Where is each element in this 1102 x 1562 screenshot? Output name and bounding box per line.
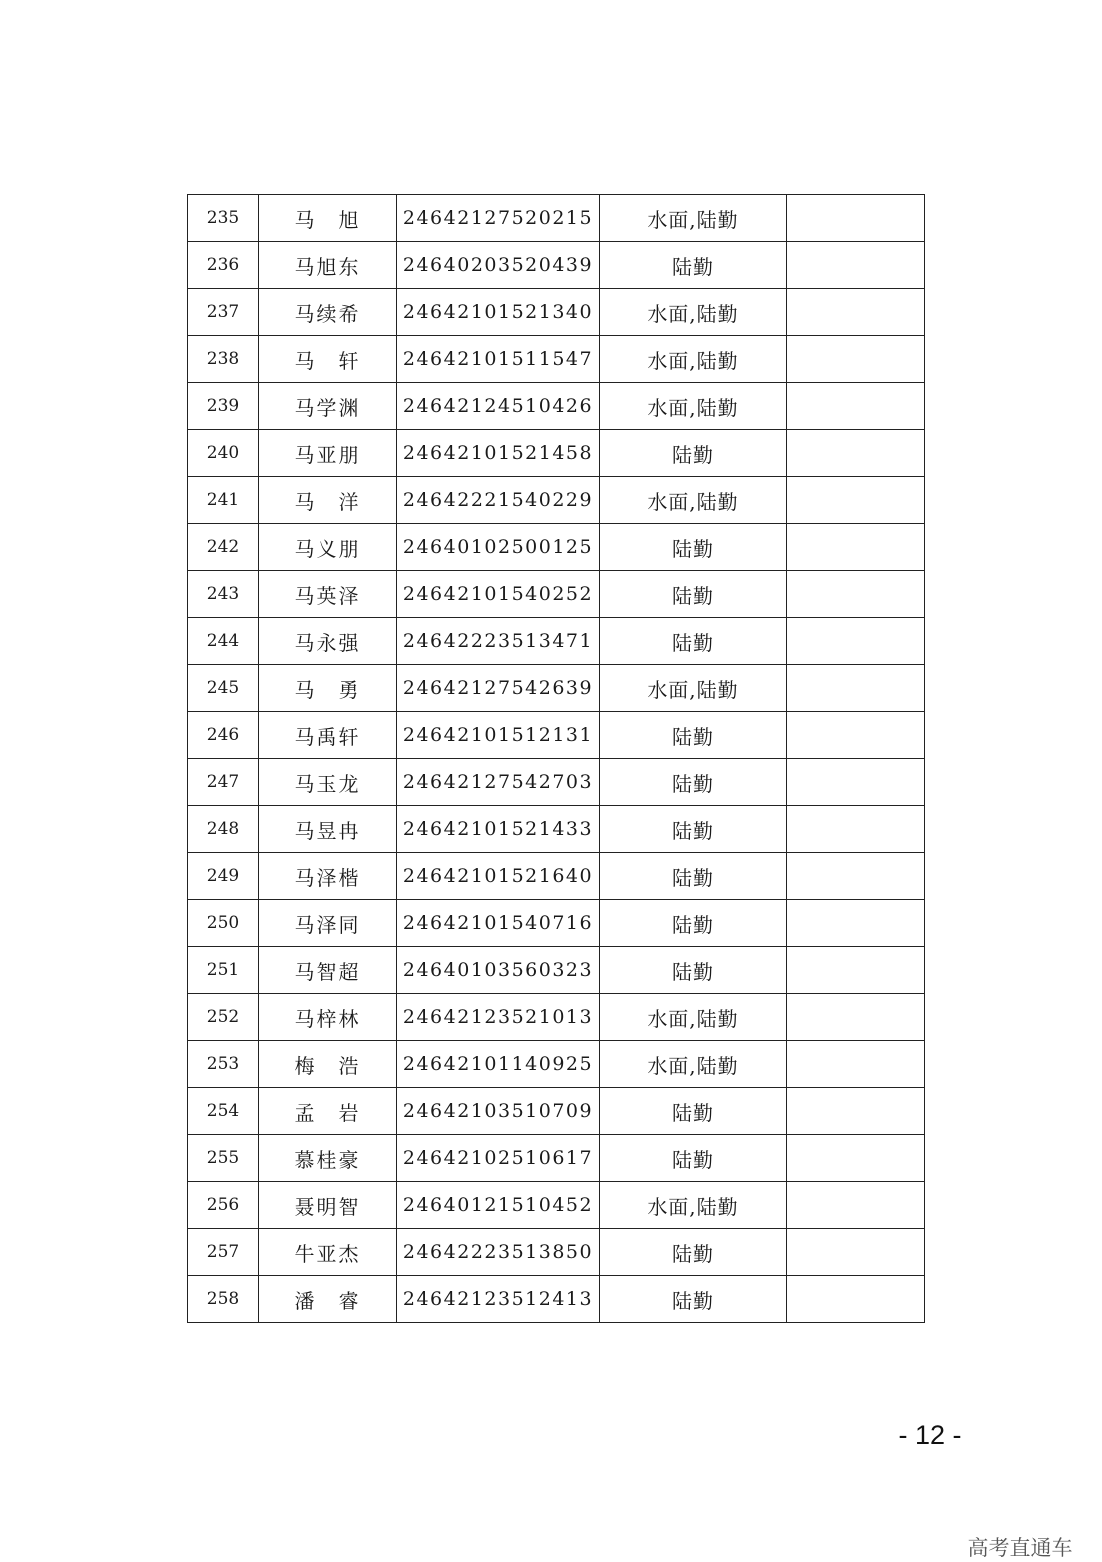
exam-id-cell: 24642123512413	[397, 1276, 600, 1323]
table-row	[188, 1135, 925, 1182]
table-row	[188, 571, 925, 618]
note-cell	[787, 1088, 925, 1135]
note-cell	[787, 289, 925, 336]
exam-id-cell: 24642101140925	[397, 1041, 600, 1088]
note-cell	[787, 994, 925, 1041]
category-cell: 陆勤	[600, 900, 787, 947]
row-number-cell: 245	[188, 665, 259, 712]
category-cell: 陆勤	[600, 1135, 787, 1182]
category-cell: 陆勤	[600, 1276, 787, 1323]
category-cell: 水面,陆勤	[600, 994, 787, 1041]
row-number-cell: 246	[188, 712, 259, 759]
row-number-cell: 243	[188, 571, 259, 618]
category-cell: 陆勤	[600, 1229, 787, 1276]
exam-id-cell: 24642101511547	[397, 336, 600, 383]
name-cell: 马义朋	[259, 524, 397, 571]
exam-id-cell: 24642101512131	[397, 712, 600, 759]
exam-id-cell: 24642127520215	[397, 195, 600, 242]
category-cell: 水面,陆勤	[600, 195, 787, 242]
name-cell: 马 洋	[259, 477, 397, 524]
roster-body	[188, 195, 925, 1323]
row-number-cell: 237	[188, 289, 259, 336]
category-cell: 水面,陆勤	[600, 336, 787, 383]
watermark: 高考直通车	[967, 1536, 1073, 1560]
row-number-cell: 244	[188, 618, 259, 665]
exam-id-cell: 24640103560323	[397, 947, 600, 994]
exam-id-cell: 24642223513471	[397, 618, 600, 665]
category-cell: 陆勤	[600, 853, 787, 900]
page-number: - 12 -	[898, 1420, 962, 1450]
category-cell: 水面,陆勤	[600, 665, 787, 712]
name-cell: 马泽楷	[259, 853, 397, 900]
note-cell	[787, 524, 925, 571]
note-cell	[787, 618, 925, 665]
note-cell	[787, 383, 925, 430]
table-row	[188, 618, 925, 665]
name-cell: 马玉龙	[259, 759, 397, 806]
name-cell: 马永强	[259, 618, 397, 665]
exam-id-cell: 24642123521013	[397, 994, 600, 1041]
exam-id-cell: 24642101540716	[397, 900, 600, 947]
row-number-cell: 254	[188, 1088, 259, 1135]
category-cell: 水面,陆勤	[600, 1041, 787, 1088]
name-cell: 潘 睿	[259, 1276, 397, 1323]
name-cell: 牛亚杰	[259, 1229, 397, 1276]
table-row	[188, 900, 925, 947]
note-cell	[787, 1276, 925, 1323]
exam-id-cell: 24642101521433	[397, 806, 600, 853]
name-cell: 马智超	[259, 947, 397, 994]
exam-id-cell: 24642223513850	[397, 1229, 600, 1276]
category-cell: 水面,陆勤	[600, 383, 787, 430]
name-cell: 马泽同	[259, 900, 397, 947]
row-number-cell: 236	[188, 242, 259, 289]
category-cell: 陆勤	[600, 618, 787, 665]
row-number-cell: 247	[188, 759, 259, 806]
row-number-cell: 250	[188, 900, 259, 947]
note-cell	[787, 712, 925, 759]
name-cell: 马昱冉	[259, 806, 397, 853]
note-cell	[787, 430, 925, 477]
name-cell: 马续希	[259, 289, 397, 336]
row-number-cell: 252	[188, 994, 259, 1041]
table-row	[188, 383, 925, 430]
row-number-cell: 238	[188, 336, 259, 383]
category-cell: 陆勤	[600, 759, 787, 806]
name-cell: 慕桂豪	[259, 1135, 397, 1182]
name-cell: 梅 浩	[259, 1041, 397, 1088]
name-cell: 马梓林	[259, 994, 397, 1041]
roster-table	[187, 194, 925, 1323]
table-row	[188, 994, 925, 1041]
exam-id-cell: 24642124510426	[397, 383, 600, 430]
category-cell: 水面,陆勤	[600, 1182, 787, 1229]
note-cell	[787, 1229, 925, 1276]
category-cell: 陆勤	[600, 1088, 787, 1135]
table-row	[188, 759, 925, 806]
table-row	[188, 195, 925, 242]
row-number-cell: 256	[188, 1182, 259, 1229]
row-number-cell: 242	[188, 524, 259, 571]
exam-id-cell: 24642127542703	[397, 759, 600, 806]
name-cell: 马 轩	[259, 336, 397, 383]
table-row	[188, 1182, 925, 1229]
name-cell: 马学渊	[259, 383, 397, 430]
category-cell: 水面,陆勤	[600, 289, 787, 336]
note-cell	[787, 571, 925, 618]
table-row	[188, 336, 925, 383]
table-row	[188, 1041, 925, 1088]
category-cell: 陆勤	[600, 524, 787, 571]
note-cell	[787, 853, 925, 900]
note-cell	[787, 900, 925, 947]
exam-id-cell: 24640102500125	[397, 524, 600, 571]
table-row	[188, 712, 925, 759]
row-number-cell: 251	[188, 947, 259, 994]
table-row	[188, 806, 925, 853]
category-cell: 陆勤	[600, 712, 787, 759]
row-number-cell: 235	[188, 195, 259, 242]
row-number-cell: 239	[188, 383, 259, 430]
table-row	[188, 524, 925, 571]
table-row	[188, 853, 925, 900]
note-cell	[787, 242, 925, 289]
row-number-cell: 241	[188, 477, 259, 524]
note-cell	[787, 195, 925, 242]
name-cell: 孟 岩	[259, 1088, 397, 1135]
table-row	[188, 947, 925, 994]
exam-id-cell: 24642221540229	[397, 477, 600, 524]
exam-id-cell: 24642101521340	[397, 289, 600, 336]
name-cell: 聂明智	[259, 1182, 397, 1229]
name-cell: 马亚朋	[259, 430, 397, 477]
row-number-cell: 240	[188, 430, 259, 477]
note-cell	[787, 947, 925, 994]
row-number-cell: 249	[188, 853, 259, 900]
table-row	[188, 1088, 925, 1135]
name-cell: 马英泽	[259, 571, 397, 618]
note-cell	[787, 1182, 925, 1229]
exam-id-cell: 24642103510709	[397, 1088, 600, 1135]
exam-id-cell: 24642127542639	[397, 665, 600, 712]
note-cell	[787, 477, 925, 524]
category-cell: 陆勤	[600, 947, 787, 994]
name-cell: 马 勇	[259, 665, 397, 712]
name-cell: 马 旭	[259, 195, 397, 242]
exam-id-cell: 24642101521458	[397, 430, 600, 477]
name-cell: 马禹轩	[259, 712, 397, 759]
note-cell	[787, 665, 925, 712]
table-row	[188, 665, 925, 712]
exam-id-cell: 24640121510452	[397, 1182, 600, 1229]
note-cell	[787, 759, 925, 806]
category-cell: 陆勤	[600, 571, 787, 618]
name-cell: 马旭东	[259, 242, 397, 289]
row-number-cell: 255	[188, 1135, 259, 1182]
exam-id-cell: 24642101540252	[397, 571, 600, 618]
category-cell: 水面,陆勤	[600, 477, 787, 524]
exam-id-cell: 24642101521640	[397, 853, 600, 900]
note-cell	[787, 806, 925, 853]
exam-id-cell: 24640203520439	[397, 242, 600, 289]
row-number-cell: 257	[188, 1229, 259, 1276]
exam-id-cell: 24642102510617	[397, 1135, 600, 1182]
table-row	[188, 430, 925, 477]
table-row	[188, 242, 925, 289]
category-cell: 陆勤	[600, 430, 787, 477]
row-number-cell: 253	[188, 1041, 259, 1088]
note-cell	[787, 1041, 925, 1088]
note-cell	[787, 336, 925, 383]
note-cell	[787, 1135, 925, 1182]
row-number-cell: 248	[188, 806, 259, 853]
table-row	[188, 1229, 925, 1276]
table-row	[188, 1276, 925, 1323]
table-row	[188, 289, 925, 336]
category-cell: 陆勤	[600, 806, 787, 853]
category-cell: 陆勤	[600, 242, 787, 289]
row-number-cell: 258	[188, 1276, 259, 1323]
table-row	[188, 477, 925, 524]
